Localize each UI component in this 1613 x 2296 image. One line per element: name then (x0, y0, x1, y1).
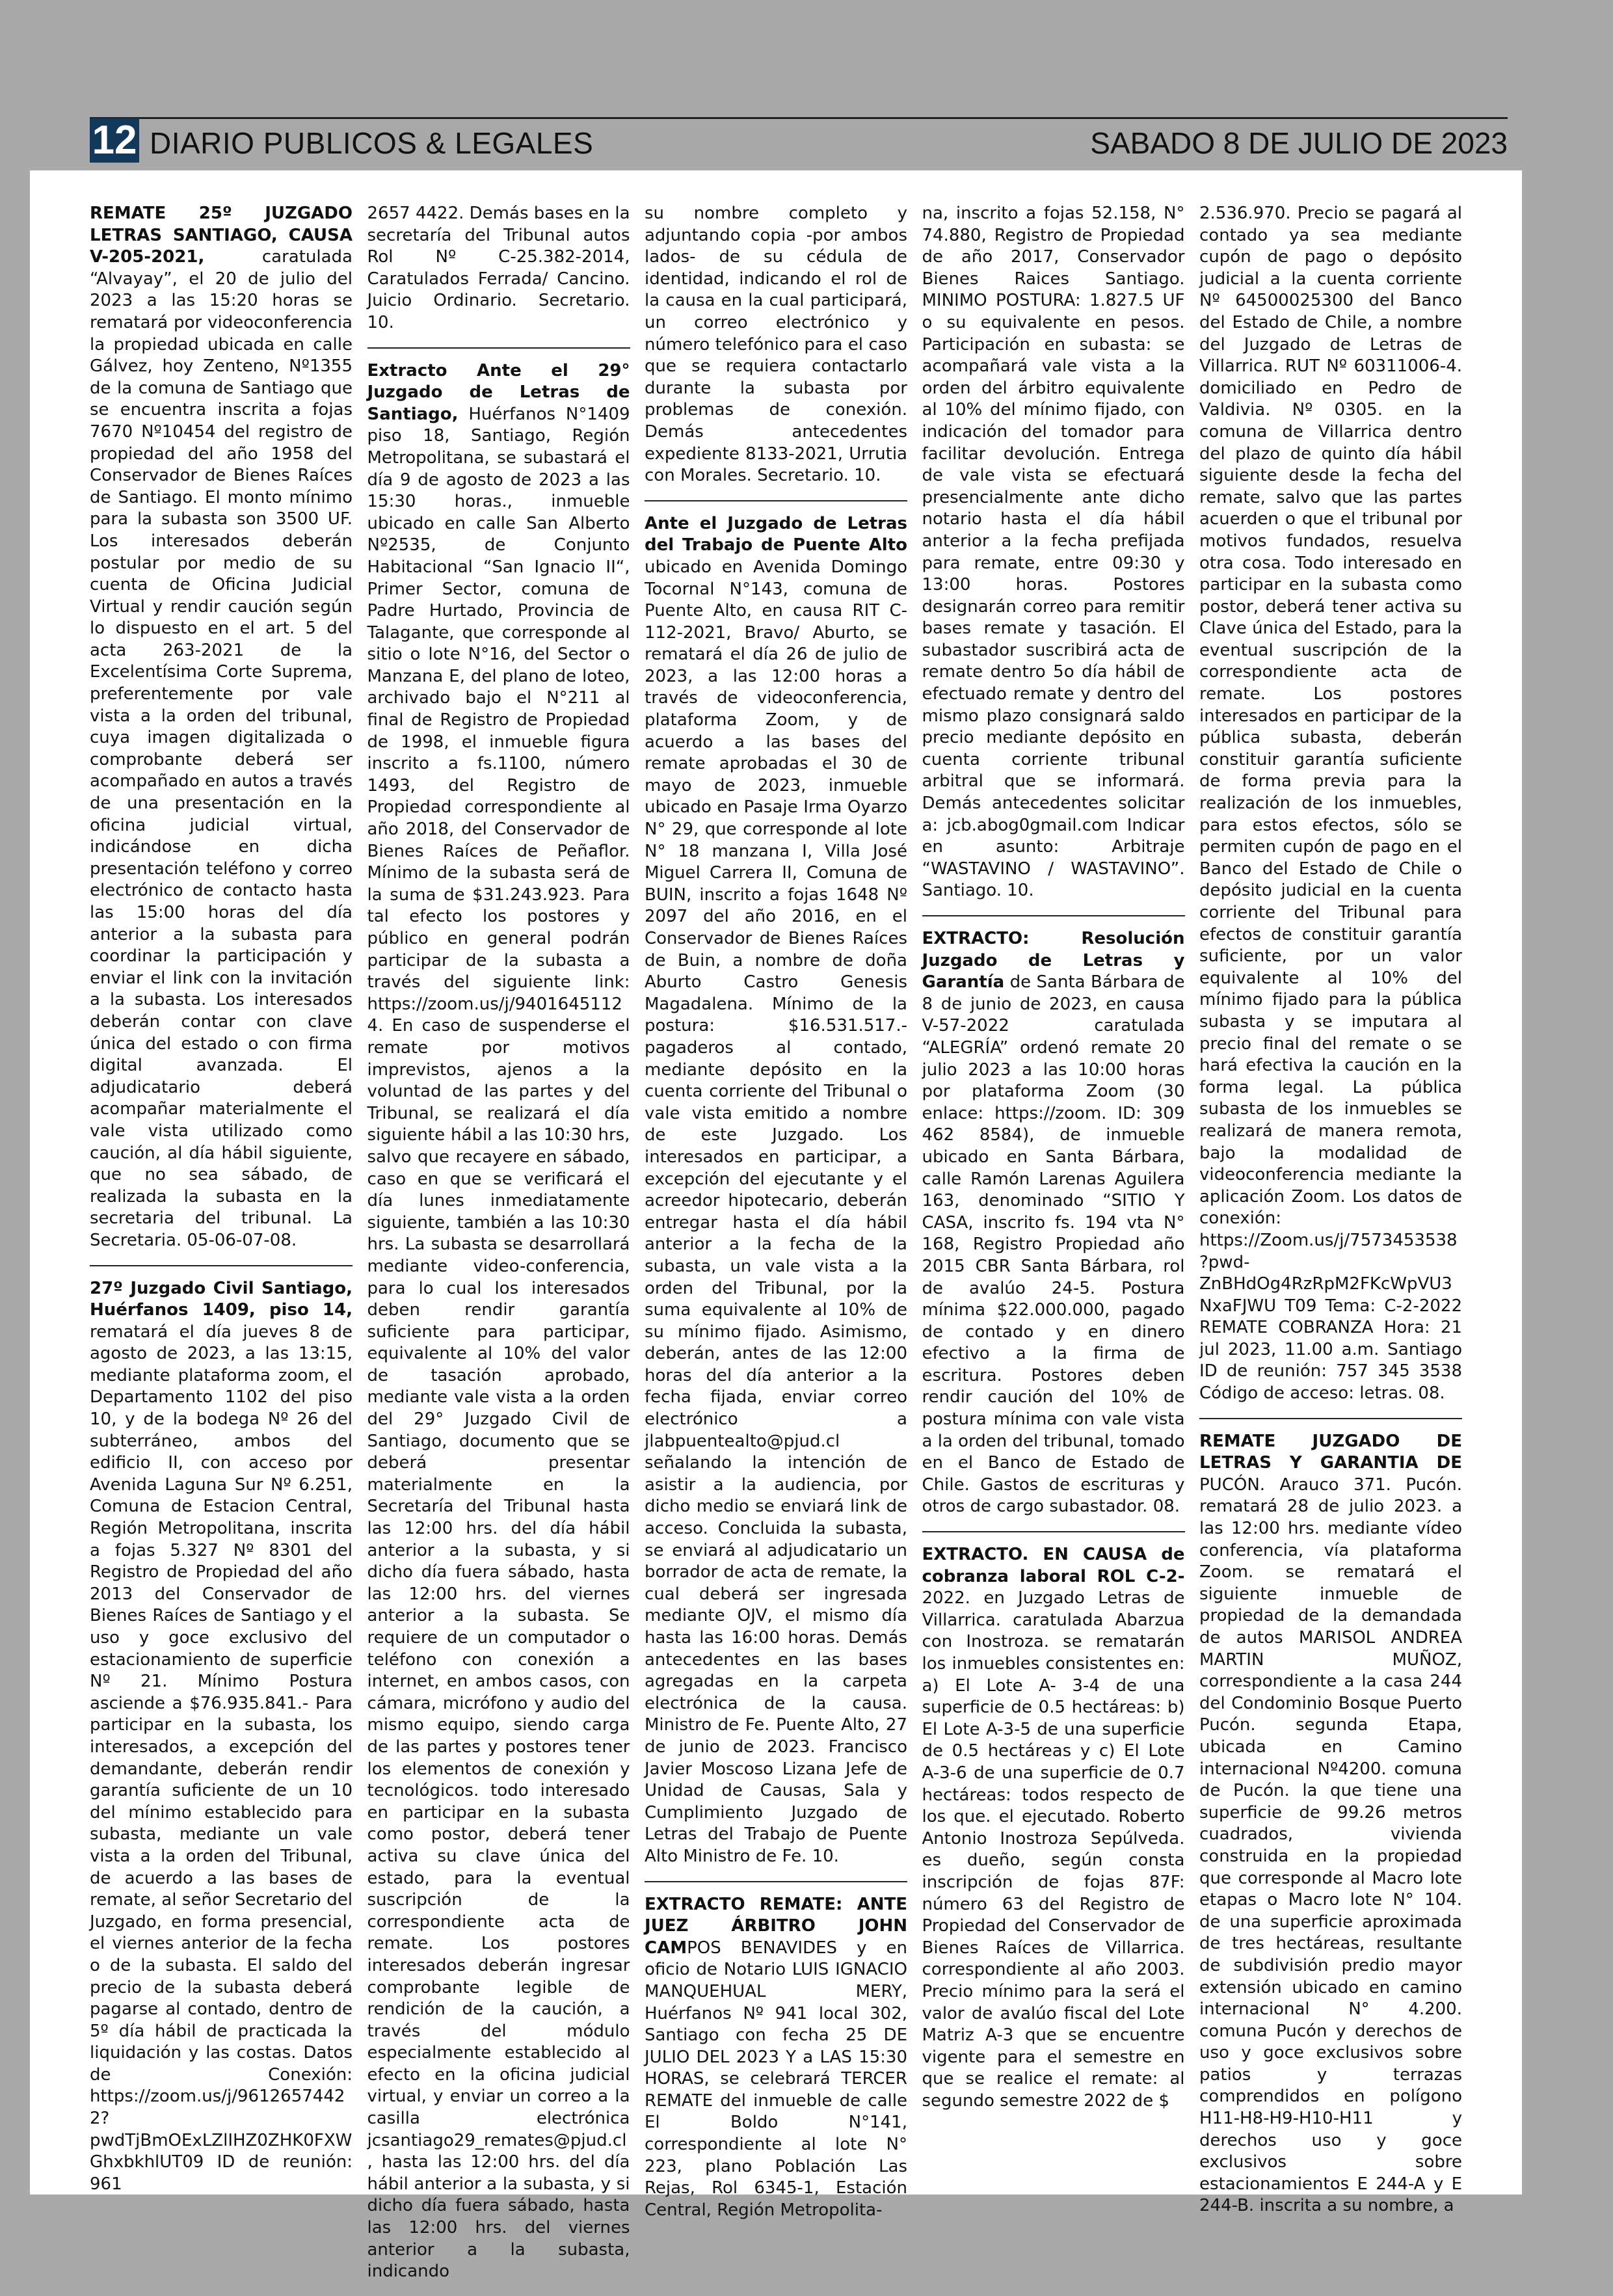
text-columns (90, 203, 1462, 2282)
notice-body: caratulada “Alvayay”, el 20 de julio del 2023 a las 15:20 horas se rematará por videoconferencia la propiedad ubicada en calle Gálvez, hoy Zenteno, Nº1355 de la comuna de Santiago que se encuentra inscrita a fojas 7670 Nº10454 del registro de propiedad del año 1958 del Conservador de Bienes Raíces de Santiago. El monto mínimo para la subasta son 3500 UF. Los interesados deberán postular por medio de su cuenta de Oficina Judicial Virtual y rendir caución según lo dispuesto en el art. 5 del acta 263-2021 de la Excelentísima Corte Suprema, preferentemente por vale vista a la orden del tribunal, cuya imagen digitalizada o comprobante deberá ser acompañado en autos a través de una presentación en la oficina judicial virtual, indicándose en dicha presentación teléfono y correo electrónico de contacto hasta las 15:00 horas del día anterior a la subasta para coordinar la participación y enviar el link con la invitación a la subasta. Los interesados deberán contar con clave única del estado o con firma digital avanzada. El adjudicatario deberá acompañar materialmente el vale vista utilizado como caución, al día hábil siguiente, que no sea sábado, de realizada la subasta en la secretaria del tribunal. La Secretaria. 05-06-07-08. (90, 247, 353, 1250)
legal-notice (645, 1881, 907, 2235)
column-2 (367, 203, 630, 2282)
legal-notice (367, 203, 630, 347)
notice-body: 2022. en Juzgado Letras de Villarrica. caratulada Abarzua con Inostroza. se rematarán los inmuebles consistentes en: a) El Lote A- 3-4 de una superficie de 0.5 hectáreas: b) El Lote A-3-5 de una superficie de 0.5 hectáreas y c) El Lote A-3-6 de una superficie de 0.7 hectáreas: todos respecto de los que. el ejecutado. Roberto Antonio Inostroza Sepúlveda. es dueño, según consta inscripción de fojas 87F: número 63 del Registro de Propiedad del Conservador de Bienes Raíces de Villarrica. correspondiente al año 2003. Precio mínimo para la será el valor de avalúo fiscal del Lote Matriz A-3 que se encuentre vigente para el semestre en que se realice el remate: al segundo semestre 2022 de $ (922, 1588, 1185, 2111)
notice-body: 2657 4422. Demás bases en la secretaría del Tribunal autos Rol Nº C-25.382-2014, Caratulados Ferrada/ Cancino. Juicio Ordinario. Secretario. 10. (367, 204, 630, 332)
publication-title: DIARIO PUBLICOS & LEGALES (150, 126, 594, 160)
legal-notice (90, 1265, 353, 2209)
notice-body: POS BENAVIDES y en oficio de Notario LUIS IGNACIO MANQUEHUAL MERY, Huérfanos Nº 941 local 302, Santiago con fecha 25 DE JULIO DEL 2023 Y a LAS 15:30 HORAS, se celebrará TERCER REMATE del inmueble de calle El Boldo N°141, correspondiente al lote N° 223, plano Población Las Rejas, Rol 6345-1, Estación Central, Región Metropolita- (645, 1938, 907, 2220)
notice-body: 2.536.970. Precio se pagará al contado ya sea mediante cupón de pago o depósito judicial a la cuenta corriente Nº 64500025300 del Banco del Estado de Chile, a nombre del Juzgado de Letras de Villarrica. RUT Nº 60311006-4. domiciliado en Pedro de Valdivia. Nº 0305. en la comuna de Villarrica dentro del plazo de quinto día hábil siguiente desde la fecha del remate, salvo que las partes acuerden o que el tribunal por motivos fundados, resuelva otra cosa. Todo interesado en participar en la subasta como postor, deberá tener activa su Clave única del Estado, para la eventual suscripción de la correspondiente acta de remate. Los postores interesados en participar de la pública subasta, deberán constituir garantía suficiente de forma previa para la realización de los inmuebles, para estos efectos, sólo se permiten cupón de pago en el Banco del Estado de Chile o depósito judicial en la cuenta corriente del Tribunal para efectos de constituir garantía suficiente, por un valor equivalente al 10% del mínimo fijado para la pública subasta y se imputara al precio final del remate o se hará efectiva la caución en la forma legal. La pública subasta de los inmuebles se realizará de manera remota, bajo la modalidad de videoconferencia mediante la aplicación Zoom. Los datos de conexión: https://Zoom.us/j/7573453538?pwd-ZnBHdOg4RzRpM2FKcWpVU3NxaFJWU T09 Tema: C-2-2022 REMATE COBRANZA Hora: 21 jul 2023, 11.00 a.m. Santiago ID de reunión: 757 345 3538 Código de acceso: letras. 08. (1199, 204, 1462, 1404)
notice-body: PUCÓN. Arauco 371. Pucón. rematará 28 de julio 2023. a las 12:00 hrs. mediante vídeo conferencia, vía plataforma Zoom. se rematará el siguiente inmueble de propiedad de la demandada de autos MARISOL ANDREA MARTIN MUÑOZ, correspondiente a la casa 244 del Condominio Bosque Puerto Pucón. segunda Etapa, ubicada en Camino internacional Nº4200. comuna de Pucón. la que tiene una superficie de 99.26 metros cuadrados, vivienda construida en la propiedad que corresponde al Macro lote etapas o Macro lote N° 104. de una superficie aproximada de tres hectáreas, resultante de subdivisión predio mayor extensión ubicado en camino internacional N° 4.200. comuna Pucón y derechos de uso y goce exclusivos sobre patios y terrazas comprendidos en polígono H11-H8-H9-H10-H11 y derechos uso y goce exclusivos sobre estacionamientos E 244-A y E 244-B. inscrita a su nombre, a (1199, 1475, 1462, 2216)
legal-notice (645, 203, 907, 500)
page-header (90, 109, 1508, 165)
page-sheet (30, 170, 1522, 2282)
legal-notice (922, 915, 1185, 1531)
notice-heading: EXTRACTO: Resolución Juzgado de Letras y Garantía (922, 929, 1185, 993)
legal-notice (367, 347, 630, 2296)
column-5 (1199, 203, 1462, 2216)
notice-heading: REMATE 25º JUZGADO LETRAS SANTIAGO, CAUSA V-205-2021, (90, 204, 353, 267)
notice-body: su nombre completo y adjuntando copia -por ambos lados- de su cédula de identidad, indicando el rol de la causa en la cual participará, un correo electrónico y número telefónico para el caso que se requiera contactarlo durante la subasta por problemas de conexión. Demás antecedentes expediente 8133-2021, Urrutia con Morales. Secretario. 10. (645, 204, 907, 486)
legal-notice (1199, 203, 1462, 1418)
legal-notice (90, 203, 353, 1265)
notice-body: Huérfanos N°1409 piso 18, Santiago, Región Metropolitana, se subastará el día 9 de agosto de 2023 a las 15:30 horas., inmueble ubicado en calle San Alberto Nº2535, de Conjunto Habitacional “San Ignacio II“, Primer Sector, comuna de Padre Hurtado, Provincia de Talagante, que corresponde al sitio o lote N°16, del Sector o Manzana E, del plano de loteo, archivado bajo el N°211 al final de Registro de Propiedad de 1998, el inmueble figura inscrito a fs.1100, número 1493, del Registro de Propiedad correspondiente al año 2018, del Conservador de Bienes Raíces de Peñaflor. Mínimo de la subasta será de la suma de $31.243.923. Para tal efecto los postores y público en general podrán participar de la subasta a través del siguiente link: https://zoom.us/j/94016451124. En caso de suspenderse el remate por motivos imprevistos, ajenos a la voluntad de las partes y del Tribunal, se realizará el día siguiente hábil a las 10:30 hrs, salvo que recayere en sábado, caso en que se verificará el día lunes inmediatamente siguiente, también a las 10:30 hrs. La subasta se desarrollará mediante video-conferencia, para lo cual los interesados deben rendir garantía suficiente para participar, equivalente al 10% del valor de tasación aprobado, mediante vale vista a la orden del 29° Juzgado Civil de Santiago, documento que se deberá presentar materialmente en la Secretaría del Tribunal hasta las 12:00 hrs. del día hábil anterior a la subasta, y si dicho día fuera sábado, hasta las 12:00 hrs. del viernes anterior a la subasta. Se requiere de un computador o teléfono con conexión a internet, en ambos casos, con cámara, micrófono y audio del mismo equipo, siendo carga de las partes y postores tener los elementos de conexión y tecnológicos. todo interesado en participar en la subasta como postor, deberá tener activa su clave única del estado, para la eventual suscripción de la correspondiente acta de remate. Los postores interesados deberán ingresar comprobante legible de rendición de la caución, a través del módulo especialmente establecido al efecto en la oficina judicial virtual, y enviar un correo a la casilla electrónica jcsantiago29_remates@pjud.cl, hasta las 12:00 hrs. del día hábil anterior a la subasta, y si dicho día fuera sábado, hasta las 12:00 hrs. del viernes anterior a la subasta, indicando (367, 404, 630, 2282)
notice-body: ubicado en Avenida Domingo Tocornal N°143, comuna de Puente Alto, en causa RIT C-112-2021, Bravo/ Aburto, se rematará el día 26 de julio de 2023, a las 12:00 horas a través de videoconferencia, plataforma Zoom, y de acuerdo a las bases del remate aprobadas el 30 de mayo de 2023, inmueble ubicado en Pasaje Irma Oyarzo N° 29, que corresponde al lote N° 18 manzana I, Villa José Miguel Carrera II, Comuna de BUIN, inscrito a fojas 1648 Nº 2097 del año 2016, en el Conservador de Bienes Raíces de Buin, a nombre de doña Aburto Castro Genesis Magadalena. Mínimo de la postura: $16.531.517.- pagaderos al contado, mediante depósito en la cuenta corriente del Tribunal o vale vista emitido a nombre de este Juzgado. Los interesados en participar, a excepción del ejecutante y el acreedor hipotecario, deberán entregar hasta el día hábil anterior a la fecha de la subasta, un vale vista a la orden del Tribunal, por la suma equivalente al 10% de su mínimo fijado. Asimismo, deberán, antes de las 12:00 horas del día anterior a la fecha fijada, enviar correo electrónico a jlabpuentealto@pjud.cl señalando la intención de asistir a la audiencia, por dicho medio se enviará link de acceso. Concluida la subasta, se enviará al adjudicatario un borrador de acta de remate, la cual deberá ser ingresada mediante OJV, el mismo día hasta las 16:00 horas. Demás antecedentes en las bases agregadas en la carpeta electrónica de la causa. Ministro de Fe. Puente Alto, 27 de junio de 2023. Francisco Javier Moscoso Lizana Jefe de Unidad de Causas, Sala y Cumplimiento Juzgado de Letras del Trabajo de Puente Alto Ministro de Fe. 10. (645, 557, 907, 1866)
notice-body: na, inscrito a fojas 52.158, N° 74.880, Registro de Propiedad de año 2017, Conservador Bienes Raices Santiago. MINIMO POSTURA: 1.827.5 UF o su equivalente en pesos. Participación en subasta: se acompañará vale vista a la orden del árbitro equivalente al 10% del mínimo fijado, con indicación del tomador para facilitar devolución. Entrega de vale vista se efectuará presencialmente ante dicho notario hasta el día hábil anterior a la fecha prefijada para remate, entre 09:30 y 13:00 horas. Postores designarán correo para remitir bases remate y tasación. El subastador suscribirá acta de remate dentro 5o día hábil de efectuado remate y dentro del mismo plazo consignará saldo precio mediante depósito en cuenta corriente tribunal arbitral que se informará. Demás antecedentes solicitar a: jcb.abog0gmail.com Indicar en asunto: Arbitraje “WASTAVINO / WASTAVINO”. Santiago. 10. (922, 204, 1185, 901)
notice-heading: REMATE JUZGADO DE LETRAS Y GARANTIA DE (1199, 1431, 1462, 1473)
notice-body: de Santa Bárbara de 8 de junio de 2023, en causa V-57-2022 caratulada “ALEGRÍA” ordenó remate 20 julio 2023 a las 10:00 horas por plataforma Zoom (30 enlace: https://zoom. ID: 309 462 8584), de inmueble ubicado en Santa Bárbara, calle Ramón Larenas Aguilera 163, denominado “SITIO Y CASA, inscrito fs. 194 vta N° 168, Registro Propiedad año 2015 CBR Santa Bárbara, rol de avalúo 24-5. Postura mínima $22.000.000, pagado de contado y en dinero efectivo a la firma de escritura. Postores deben rendir caución del 10% de postura mínima con vale vista a la orden del tribunal, tomado en el Banco de Estado de Chile. Gastos de escrituras y otros de cargo subastador. 08. (922, 972, 1185, 1517)
notice-body: rematará el día jueves 8 de agosto de 2023, a las 13:15, mediante plataforma zoom, el Departamento 1102 del piso 10, y de la bodega Nº 26 del subterráneo, ambos del edificio II, con acceso por Avenida Laguna Sur Nº 6.251, Comuna de Estacion Central, Región Metropolitana, inscrita a fojas 5.327 Nº 8301 del Registro de Propiedad del año 2013 del Conservador de Bienes Raíces de Santiago y el uso y goce exclusivo del estacionamiento de superficie Nº 21. Mínimo Postura asciende a $76.935.841.- Para participar en la subasta, los interesados, a excepción del demandante, deberán rendir garantía suficiente de un 10 del mínimo establecido para subasta, mediante un vale vista a la orden del Tribunal, de acuerdo a las bases de remate, al señor Secretario del Juzgado, en forma presencial, el viernes anterior de la fecha o de la subasta. El saldo del precio de la subasta deberá pagarse al contado, dentro de 5º día hábil de practicada la liquidación y las costas. Datos de Conexión: https://zoom.us/j/96126574422?pwdTjBmOExLZlIHZ0ZHK0FXWGhxbkhlUT09 ID de reunión: 961 (90, 1322, 353, 2194)
legal-notice (922, 203, 1185, 915)
notice-heading: Ante el Juzgado de Letras del Trabajo de Puente Alto (645, 513, 907, 555)
column-4 (922, 203, 1185, 2180)
header-rule (90, 117, 1508, 119)
notice-heading: 27º Juzgado Civil Santiago, Huérfanos 1409, piso 14, (90, 1278, 353, 1320)
legal-notice (645, 500, 907, 1881)
page-number: 12 (90, 118, 139, 163)
legal-notice (1199, 1418, 1462, 2230)
publication-date: SABADO 8 DE JULIO DE 2023 (1090, 126, 1508, 160)
notice-heading: EXTRACTO REMATE: ANTE JUEZ ÁRBITRO JOHN CAM (645, 1894, 907, 1958)
column-3 (645, 203, 907, 2220)
notice-heading: Extracto Ante el 29° Juzgado de Letras de Santiago, (367, 360, 630, 424)
notice-heading: EXTRACTO. EN CAUSA de cobranza laboral ROL C-2- (922, 1545, 1185, 1586)
legal-notice (922, 1531, 1185, 2125)
column-1 (90, 203, 353, 2194)
